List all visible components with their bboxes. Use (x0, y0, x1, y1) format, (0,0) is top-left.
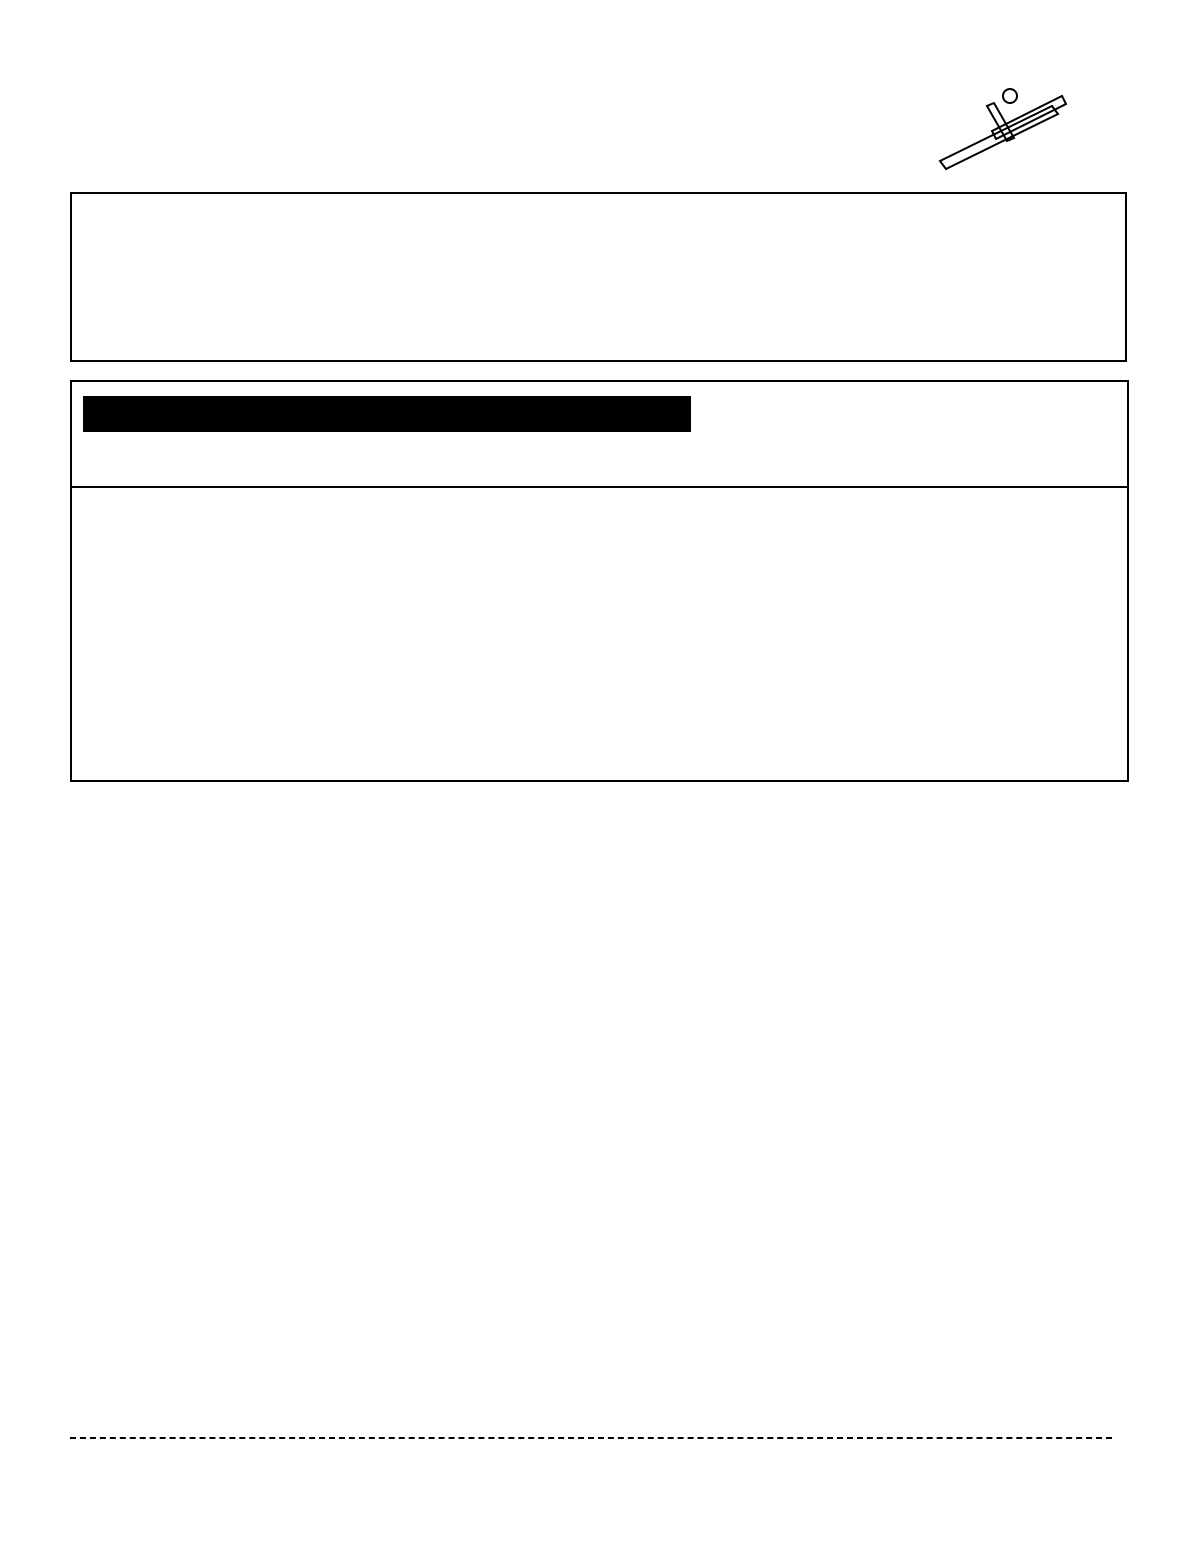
section-banner (83, 396, 691, 432)
header-rule (72, 486, 1127, 488)
performance-table (70, 380, 1129, 782)
student-info-box (70, 192, 1127, 362)
footer-rule (70, 1437, 1112, 1439)
ati-logo (932, 86, 1112, 186)
